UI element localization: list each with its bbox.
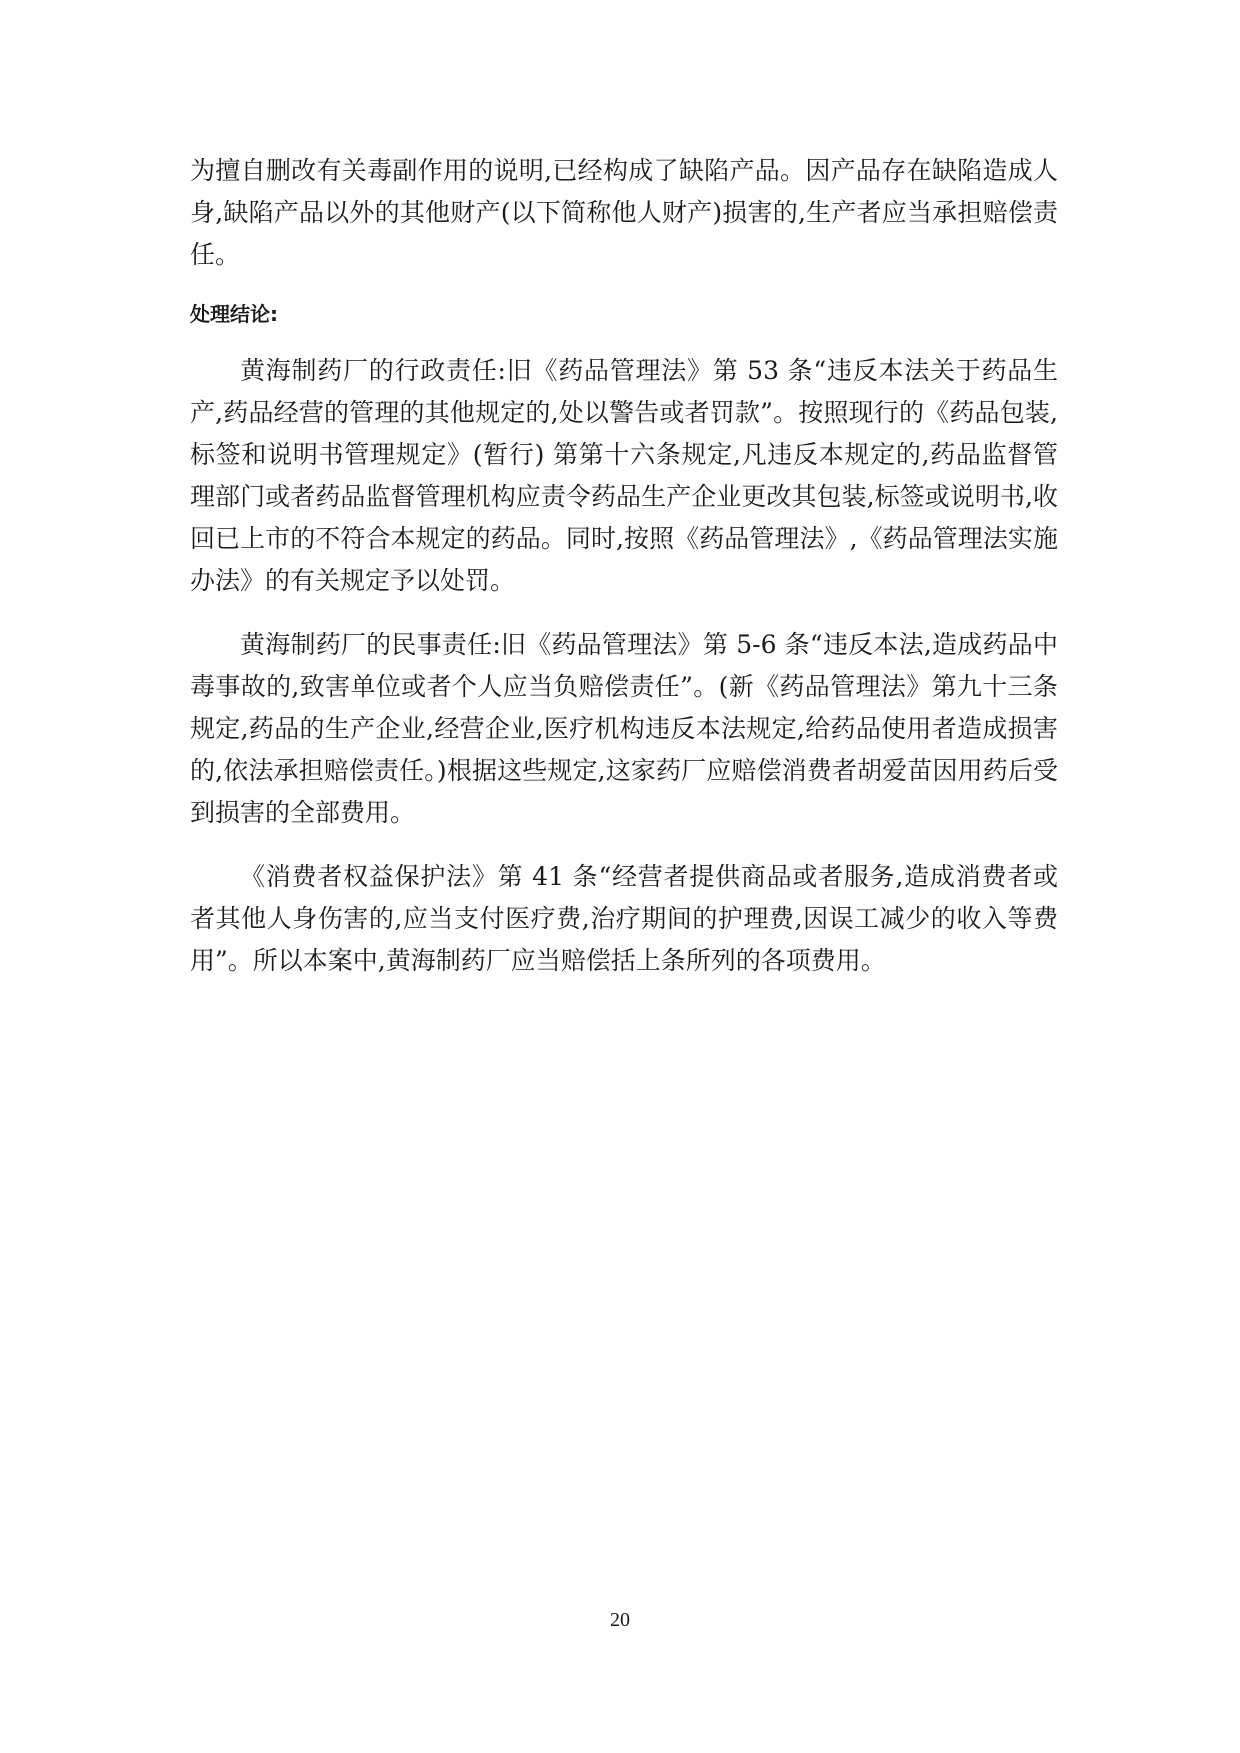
page-content <box>190 150 1058 1004</box>
paragraph-civil-liability: 黄海制药厂的民事责任:旧《药品管理法》第 5-6 条“违反本法,造成药品中毒事故的,致害单位或者个人应当负赔偿责任”。(新《药品管理法》第九十三条规定,药品的生产企业,经营企业,医疗机构违反本法规定,给药品使用者造成损害的,依法承担赔偿责任。)根据这些规定,这家药厂应赔偿消费者胡爱苗因用药后受到损害的全部费用。 <box>190 630 1058 827</box>
page-number: 20 <box>610 1609 630 1631</box>
intro-paragraph: 为擅自删改有关毒副作用的说明,已经构成了缺陷产品。因产品存在缺陷造成人身,缺陷产品以外的其他财产(以下简称他人财产)损害的,生产者应当承担赔偿责任。 <box>190 156 1058 269</box>
paragraph-administrative-liability: 黄海制药厂的行政责任:旧《药品管理法》第 53 条“违反本法关于药品生产,药品经营的管理的其他规定的,处以警告或者罚款”。按照现行的《药品包装,标签和说明书管理规定》(暂行) 第第十六条规定,凡违反本规定的,药品监督管理部门或者药品监督管理机构应责令药品生产企业更改其包装,标签或说明书,收回已上市的不符合本规定的药品。同时,按照《药品管理法》,《药品管理法实施办法》的有关规定予以处罚。 <box>190 356 1058 595</box>
paragraph-consumer-protection: 《消费者权益保护法》第 41 条“经营者提供商品或者服务,造成消费者或者其他人身伤害的,应当支付医疗费,治疗期间的护理费,因误工减少的收入等费用”。所以本案中,黄海制药厂应当赔偿括上条所列的各项费用。 <box>190 862 1058 975</box>
section-heading: 处理结论: <box>190 302 278 326</box>
